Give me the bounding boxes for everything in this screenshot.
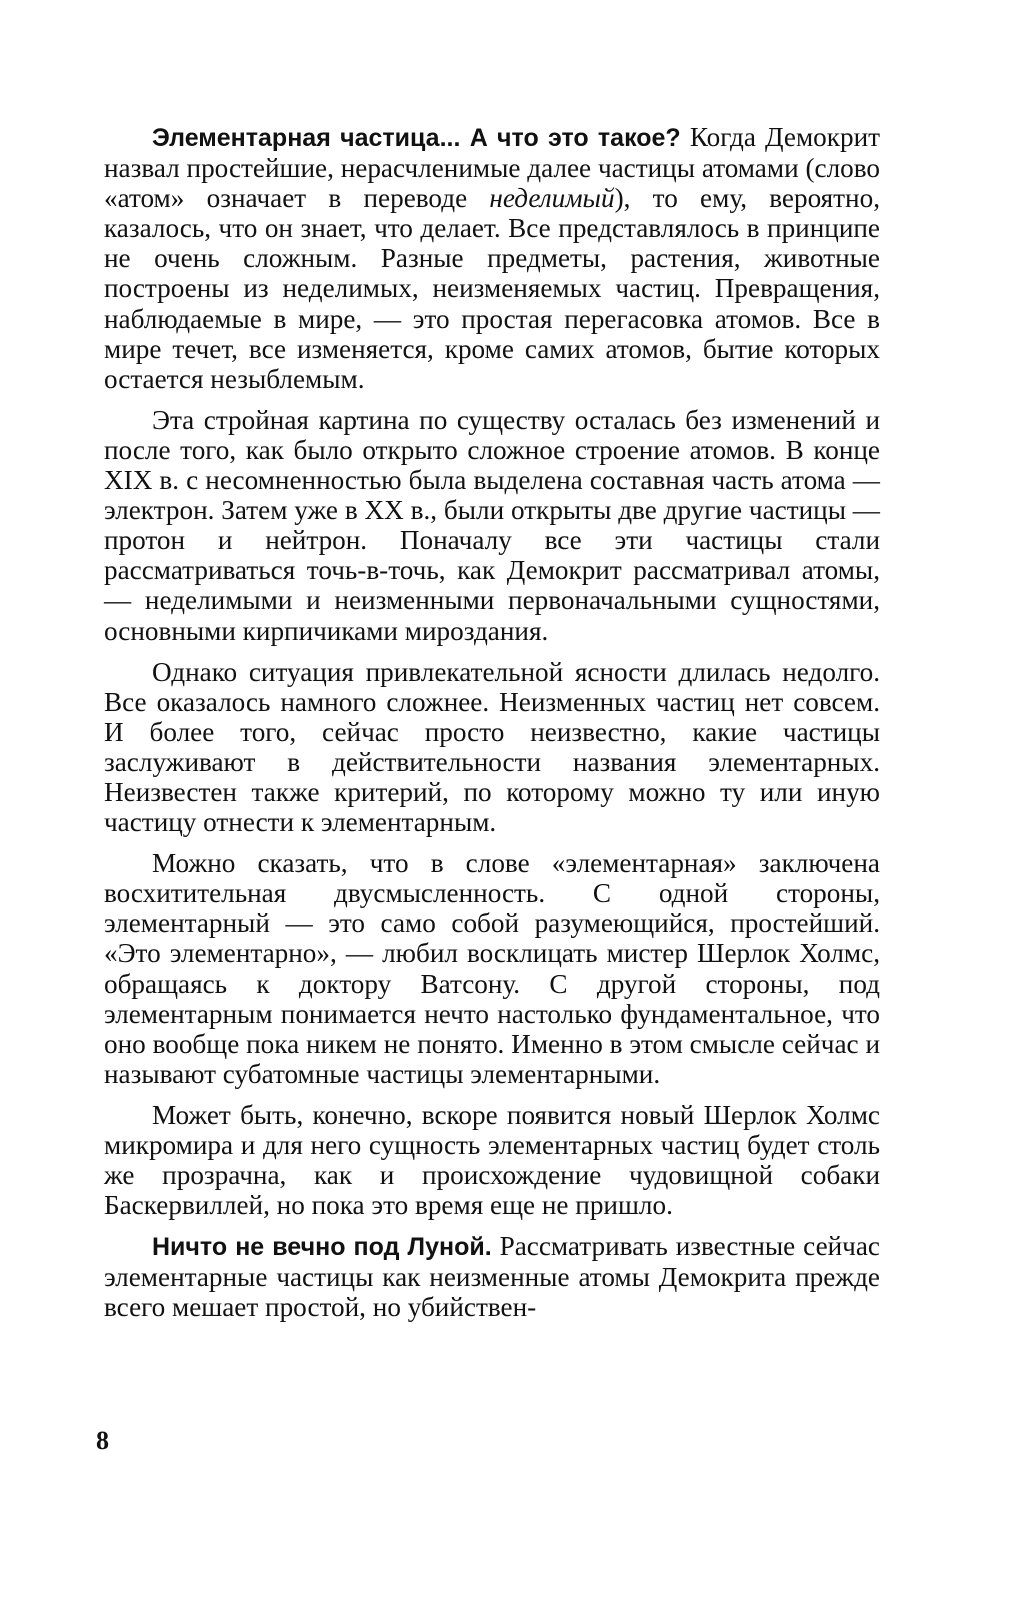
paragraph-text: Может быть, конечно, вскоре появится новый Шерлок Холмс микромира и для него сущность элементарных частиц будет столь же прозрачна, как и происхождение чудовищной собаки Баскервиллей, но пока это время еще не пришло.: [104, 1099, 880, 1221]
paragraph-ambiguity: [104, 848, 880, 1089]
paragraph-text: ), то ему, вероятно, казалось, что он знает, что делает. Все представлялось в принципе не очень сложным. Разные предметы, растения, животные построены из неделимых, неизменяемых частиц. Превращения, наблюдаемые в мире, — это простая перегасовка атомов. Все в мире течет, все изменяется, кроме самих атомов, бытие которых остается незыблемым.: [104, 183, 880, 394]
paragraph-text: Рассматривать известные сейчас элементарные частицы как неизменные атомы Демокрита прежде всего мешает простой, но убийствен-: [104, 1231, 880, 1323]
page-body: [104, 122, 880, 1334]
paragraph-text: Однако ситуация привлекательной ясности длилась недолго. Все оказалось намного сложнее. Неизменных частиц нет совсем. И более того, сейчас просто неизвестно, какие частицы заслуживают в действительности названия элементарных. Неизвестен также критерий, по которому можно ту или иную частицу отнести к элементарным.: [104, 656, 880, 838]
paragraph-nothing-eternal: [104, 1231, 880, 1322]
paragraph-picture: [104, 405, 880, 646]
emphasis-text: неделимый: [489, 183, 615, 214]
paragraph-sherlock: [104, 1100, 880, 1220]
paragraph-text: Когда Демокрит назвал простейшие, нерасчленимые далее частицы атомами (слово «атом» означает в переводе: [104, 122, 880, 214]
paragraph-text: Эта стройная картина по существу осталась без изменений и после того, как было открыто сложное строение атомов. В конце XIX в. с несомненностью была выделена составная часть атома — электрон. Затем уже в XX в., были открыты две другие частицы — протон и нейтрон. Поначалу все эти частицы стали рассматриваться точь-в-точь, как Демокрит рассматривал атомы, — неделимыми и неизменными первоначальными сущностями, основными кирпичиками мироздания.: [104, 404, 880, 646]
paragraph-elementary-particle: [104, 122, 880, 394]
section-heading: Ничто не вечно под Луной.: [152, 1233, 492, 1262]
paragraph-text: Можно сказать, что в слове «элементарная» заключена восхитительная двусмысленность. С одной стороны, элементарный — это само собой разумеющийся, простейший. «Это элементарно», — любил восклицать мистер Шерлок Холмс, обращаясь к доктору Ватсону. С другой стороны, под элементарным понимается нечто настолько фундаментальное, что оно вообще пока никем не понято. Именно в этом смысле сейчас и называют субатомные частицы элементарными.: [104, 848, 880, 1089]
page-number: 8: [96, 1426, 109, 1455]
paragraph-situation: [104, 657, 880, 838]
section-heading: Элементарная частица... А что это такое?: [152, 124, 681, 152]
